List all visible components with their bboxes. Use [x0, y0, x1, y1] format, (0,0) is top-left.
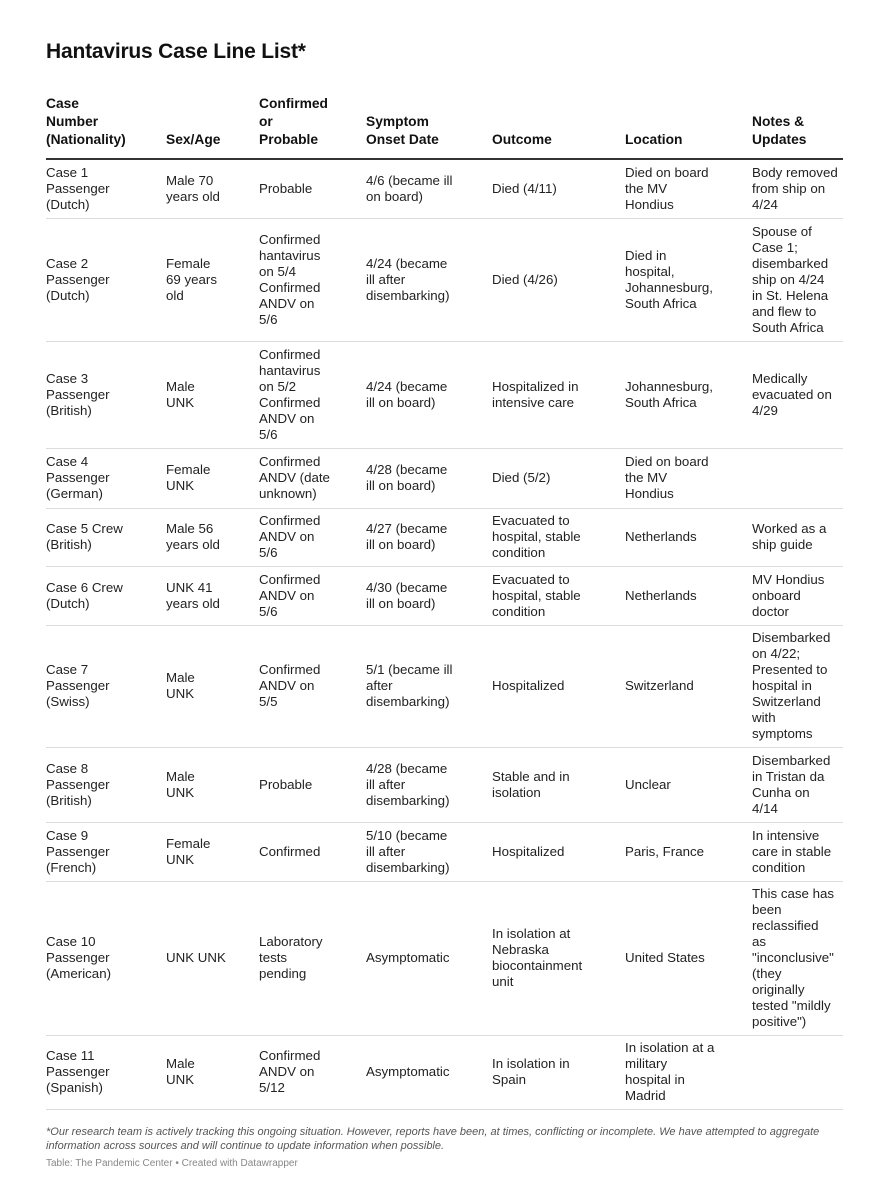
sex-age-cell: Male 70 years old — [166, 159, 259, 218]
sex-age-cell: Female UNK — [166, 822, 259, 881]
status-cell: Confirmed hantavirus on 5/2 Confirmed ANDV on 5/6 — [259, 341, 366, 448]
onset-cell: 5/1 (became ill after disembarking) — [366, 625, 492, 747]
notes-cell: This case has been reclassified as "inconclusive" (they originally tested "mildly positive") — [752, 881, 843, 1035]
notes-cell: Spouse of Case 1; disembarked ship on 4/24 in St. Helena and flew to South Africa — [752, 218, 843, 341]
location-cell: Johannesburg, South Africa — [625, 341, 752, 448]
sex-age-cell: Female 69 years old — [166, 218, 259, 341]
case-number-cell: Case 4 Passenger (German) — [46, 448, 166, 508]
case-number-cell: Case 1 Passenger (Dutch) — [46, 159, 166, 218]
status-cell: Confirmed ANDV (date unknown) — [259, 448, 366, 508]
table-header — [46, 95, 843, 159]
onset-cell: 4/24 (became ill after disembarking) — [366, 218, 492, 341]
location-cell: In isolation at a military hospital in Madrid — [625, 1035, 752, 1109]
onset-cell: 4/30 (became ill on board) — [366, 566, 492, 625]
table-row — [46, 341, 843, 448]
onset-cell: 4/28 (became ill after disembarking) — [366, 747, 492, 822]
sex-age-cell: Male UNK — [166, 341, 259, 448]
notes-cell: Disembarked on 4/22; Presented to hospital in Switzerland with symptoms — [752, 625, 843, 747]
location-cell: Unclear — [625, 747, 752, 822]
status-cell: Probable — [259, 747, 366, 822]
case-number-cell: Case 3 Passenger (British) — [46, 341, 166, 448]
table-row — [46, 822, 843, 881]
notes-cell: MV Hondius onboard doctor — [752, 566, 843, 625]
page-title: Hantavirus Case Line List* — [46, 40, 306, 63]
onset-cell: 4/24 (became ill on board) — [366, 341, 492, 448]
notes-cell: Worked as a ship guide — [752, 508, 843, 566]
notes-cell: Body removed from ship on 4/24 — [752, 159, 843, 218]
table-row — [46, 218, 843, 341]
notes-cell — [752, 448, 843, 508]
onset-cell: 5/10 (became ill after disembarking) — [366, 822, 492, 881]
outcome-cell: Evacuated to hospital, stable condition — [492, 508, 625, 566]
outcome-cell: In isolation at Nebraska biocontainment unit — [492, 881, 625, 1035]
sex-age-cell: Male UNK — [166, 747, 259, 822]
onset-header: Symptom Onset Date — [366, 95, 492, 159]
outcome-cell: Died (4/26) — [492, 218, 625, 341]
status-cell: Confirmed hantavirus on 5/4 Confirmed ANDV on 5/6 — [259, 218, 366, 341]
status-cell: Confirmed — [259, 822, 366, 881]
status-cell: Confirmed ANDV on 5/6 — [259, 566, 366, 625]
sex-age-cell: UNK 41 years old — [166, 566, 259, 625]
status-cell: Confirmed ANDV on 5/6 — [259, 508, 366, 566]
location-cell: Switzerland — [625, 625, 752, 747]
outcome-cell: Hospitalized in intensive care — [492, 341, 625, 448]
table-row — [46, 747, 843, 822]
sex-age-cell: UNK UNK — [166, 881, 259, 1035]
location-cell: Netherlands — [625, 508, 752, 566]
outcome-cell: Died (4/11) — [492, 159, 625, 218]
status-cell: Confirmed ANDV on 5/5 — [259, 625, 366, 747]
table-row — [46, 448, 843, 508]
table-row — [46, 881, 843, 1035]
onset-cell: 4/27 (became ill on board) — [366, 508, 492, 566]
status-cell: Probable — [259, 159, 366, 218]
table-row — [46, 1035, 843, 1109]
notes-cell: Disembarked in Tristan da Cunha on 4/14 — [752, 747, 843, 822]
location-cell: Netherlands — [625, 566, 752, 625]
outcome-cell: In isolation in Spain — [492, 1035, 625, 1109]
outcome-cell: Hospitalized — [492, 822, 625, 881]
notes-cell — [752, 1035, 843, 1109]
notes-cell: In intensive care in stable condition — [752, 822, 843, 881]
case-number-header: Case Number (Nationality) — [46, 95, 166, 159]
sex-age-cell: Male UNK — [166, 625, 259, 747]
case-number-cell: Case 5 Crew (British) — [46, 508, 166, 566]
case-number-cell: Case 9 Passenger (French) — [46, 822, 166, 881]
notes-header: Notes & Updates — [752, 95, 843, 159]
onset-cell: 4/28 (became ill on board) — [366, 448, 492, 508]
status-cell: Confirmed ANDV on 5/12 — [259, 1035, 366, 1109]
case-number-cell: Case 2 Passenger (Dutch) — [46, 218, 166, 341]
footnote: *Our research team is actively tracking this ongoing situation. However, reports have been, at times, conflicting or incomplete. We have attempted to aggregate information across sources and will continue to update information when possible. — [46, 1126, 820, 1152]
outcome-cell: Hospitalized — [492, 625, 625, 747]
onset-cell: Asymptomatic — [366, 881, 492, 1035]
onset-cell: 4/6 (became ill on board) — [366, 159, 492, 218]
location-cell: Died in hospital, Johannesburg, South Africa — [625, 218, 752, 341]
notes-cell: Medically evacuated on 4/29 — [752, 341, 843, 448]
location-cell: Died on board the MV Hondius — [625, 159, 752, 218]
outcome-cell: Stable and in isolation — [492, 747, 625, 822]
table-body — [46, 159, 843, 1109]
case-number-cell: Case 6 Crew (Dutch) — [46, 566, 166, 625]
location-cell: Died on board the MV Hondius — [625, 448, 752, 508]
sex-age-cell: Female UNK — [166, 448, 259, 508]
sex-age-cell: Male UNK — [166, 1035, 259, 1109]
sex-age-header: Sex/Age — [166, 95, 259, 159]
case-number-cell: Case 10 Passenger (American) — [46, 881, 166, 1035]
location-cell: United States — [625, 881, 752, 1035]
onset-cell: Asymptomatic — [366, 1035, 492, 1109]
header-row — [46, 95, 843, 159]
table-row — [46, 508, 843, 566]
source-credit: Table: The Pandemic Center • Created with Datawrapper — [46, 1158, 298, 1169]
case-table — [46, 95, 843, 1110]
location-header: Location — [625, 95, 752, 159]
outcome-cell: Evacuated to hospital, stable condition — [492, 566, 625, 625]
sex-age-cell: Male 56 years old — [166, 508, 259, 566]
case-number-cell: Case 8 Passenger (British) — [46, 747, 166, 822]
outcome-header: Outcome — [492, 95, 625, 159]
case-number-cell: Case 11 Passenger (Spanish) — [46, 1035, 166, 1109]
outcome-cell: Died (5/2) — [492, 448, 625, 508]
table-row — [46, 159, 843, 218]
status-header: Confirmed or Probable — [259, 95, 366, 159]
table-row — [46, 625, 843, 747]
status-cell: Laboratory tests pending — [259, 881, 366, 1035]
case-number-cell: Case 7 Passenger (Swiss) — [46, 625, 166, 747]
table-row — [46, 566, 843, 625]
location-cell: Paris, France — [625, 822, 752, 881]
